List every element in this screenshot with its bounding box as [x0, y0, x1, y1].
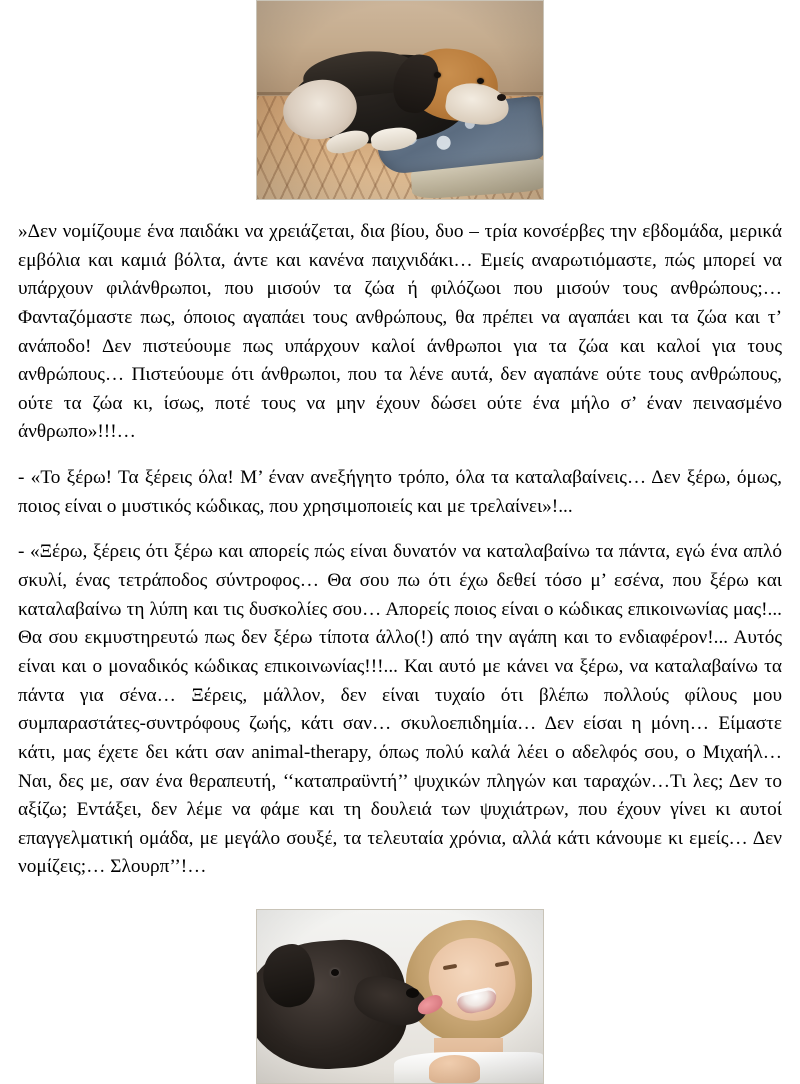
dog-licking-woman-photo: [256, 909, 544, 1084]
spacer-before-bottom-figure: [0, 882, 800, 909]
paragraph-2: - «Το ξέρω! Τα ξέρεις όλα! Μ’ έναν ανεξήγητο τρόπο, όλα τα καταλαβαίνεις… Δεν ξέρω, όμως, ποιος είναι ο μυστικός κώδικας, που χρησιμοποιείς και με τρελαίνει»!...: [18, 467, 782, 517]
body-text: [0, 218, 800, 882]
photo-vignette: [257, 1, 543, 199]
beagle-puppy-photo: [256, 0, 544, 200]
paragraph-1: »Δεν νομίζουμε ένα παιδάκι να χρειάζεται, δια βίου, δυο – τρία κονσέρβες την εβδομάδα, μερικά εμβόλια και καμιά βόλτα, άντε και κανένα παιχνιδάκι… Εμείς αναρωτιόμαστε, πώς μπορεί να υπάρχουν φιλάνθρωποι, που μισούν τα ζώα ή φιλόζωοι που μισούν τους ανθρώπους;… Φανταζόμαστε πως, όποιος αγαπάει τους ανθρώπους, θα πρέπει να αγαπάει και τα ζώα και τ’ ανάποδο! Δεν πιστεύουμε πως υπάρχουν καλοί άνθρωποι για τα ζώα και καλοί για τους ανθρώπους… Πιστεύουμε ότι άνθρωποι, που τα λένε αυτά, δεν αγαπάνε ούτε τους ανθρώπους, ούτε τα ζώα κι, ίσως, ποτέ τους να μην έχουν δώσει ούτε ένα μήλο σ’ έναν πεινασμένο άνθρωπο»!!!…: [18, 221, 782, 443]
paragraph-3: - «Ξέρω, ξέρεις ότι ξέρω και απορείς πώς είναι δυνατόν να καταλαβαίνω τα πάντα, εγώ ένα απλό σκυλί, ένας τετράποδος σύντροφος… Θα σου πω ότι έχω δεθεί τόσο μ’ εσένα, που ξέρω και καταλαβαίνω τη λύπη και τις δυσκολίες σου… Απορείς ποιος είναι ο κώδικας επικοινωνίας μας!... Θα σου εκμυστηρευτώ πως δεν ξέρω τίποτα άλλο(!) από την αγάπη και το ενδιαφέρον!... Αυτός είναι και ο μοναδικός κώδικας επικοινωνίας!!!... Και αυτό με κάνει να ξέρω, να καταλαβαίνω τα πάντα για σένα… Ξέρεις, μάλλον, δεν είναι τυχαίο ότι βλέπω πολλούς φίλους μου συμπαραστάτες-συντρόφους ζωής, κάτι σαν… σκυλοεπιδημία… Δεν είσαι η μόνη… Είμαστε κάτι, μας έχετε δει κάτι σαν animal-therapy, όπως πολύ καλά λέει ο αδελφός σου, ο Μιχαήλ… Ναι, δες με, σαν ένα θεραπευτή, ‘‘καταπραϋντή’’ ψυχικών πληγών και ταραχών…Τι λες; Δεν το αξίζω; Εντάξει, δεν λέμε να φάμε και τη δουλειά των ψυχιάτρων, που έχουν γίνει κι αυτοί επαγγελματική ομάδα, με μεγάλο σουξέ, τα τελευταία χρόνια, αλλά κάτι κάνουμε κι εμείς… Δεν νομίζεις;… Σλουρπ’’!…: [18, 541, 782, 878]
spacer-after-top-figure: [0, 200, 800, 218]
photo-vignette: [257, 910, 543, 1083]
figure-top: [0, 0, 800, 200]
figure-bottom: [0, 909, 800, 1084]
